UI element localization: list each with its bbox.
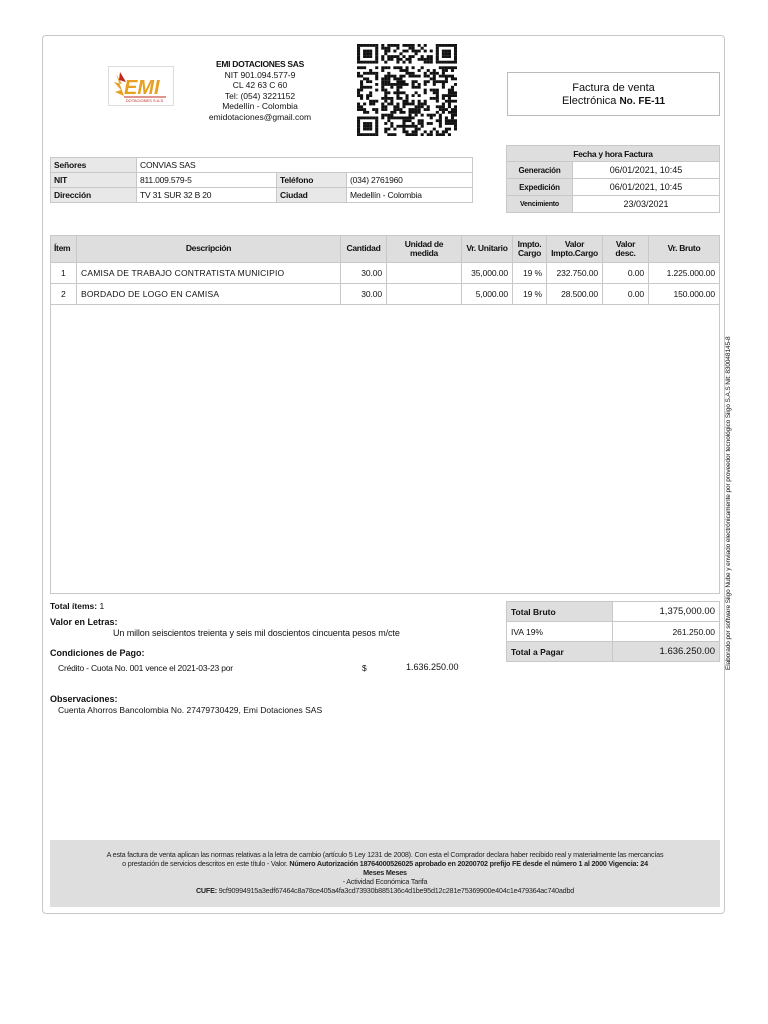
- dates-header: Fecha y hora Factura: [507, 146, 720, 162]
- vencimiento-value: 23/03/2021: [573, 196, 720, 213]
- total-bruto-label: Total Bruto: [507, 602, 613, 622]
- telefono-label: Teléfono: [277, 173, 347, 188]
- telefono-value: (034) 2761960: [347, 173, 473, 188]
- legal-footer: [50, 840, 720, 907]
- nit-value: 811.009.579-5: [137, 173, 277, 188]
- cufe: CUFE: 9cf90994915a3edf67464c8a78ce405a4fa3cd73930b885136c4d1be95d12c281e75369900e404c1e479364ac740adbd: [195, 886, 575, 895]
- row-impto: 19 %: [513, 263, 547, 284]
- col-descripcion: Descripción: [77, 236, 341, 263]
- condiciones-label: Condiciones de Pago:: [50, 648, 145, 658]
- row-item: 1: [51, 263, 77, 284]
- row-cantidad: 30.00: [341, 284, 387, 305]
- total-pagar-value: 1.636.250.00: [613, 642, 720, 662]
- col-vr-unitario: Vr. Unitario: [462, 236, 513, 263]
- company-city: Medellín - Colombia: [222, 101, 298, 111]
- col-valor-desc: Valor desc.: [603, 236, 649, 263]
- row-valor-desc: 0.00: [603, 263, 649, 284]
- row-descripcion: CAMISA DE TRABAJO CONTRATISTA MUNICIPIO: [77, 263, 341, 284]
- expedicion-value: 06/01/2021, 10:45: [573, 179, 720, 196]
- row-unidad: [387, 263, 462, 284]
- observaciones-value: Cuenta Ahorros Bancolombia No. 27479730429, Emi Dotaciones SAS: [58, 705, 323, 715]
- row-vr-bruto: 150.000.00: [649, 284, 720, 305]
- row-vr-bruto: 1.225.000.00: [649, 263, 720, 284]
- total-items: Total ítems: 1: [50, 601, 105, 611]
- table-row: [51, 284, 720, 305]
- col-impto: Impto. Cargo: [513, 236, 547, 263]
- total-bruto-value: 1,375,000.00: [613, 602, 720, 622]
- invoice-title-box: [507, 72, 720, 116]
- condiciones-value: Crédito - Cuota No. 001 vence el 2021-03-23 por: [58, 663, 233, 673]
- invoice-subtitle: Electrónica No. FE-11: [561, 95, 666, 107]
- direccion-value: TV 31 SUR 32 B 20: [137, 188, 277, 203]
- direccion-label: Dirección: [51, 188, 137, 203]
- nit-label: NIT: [51, 173, 137, 188]
- legal-line-2: o prestación de servicios descritos en este título - Valor. Número Autorización 18764000526025 aprobado en 20200702 prefijo FE desde el número 1 al 2000 Vigencia: 24: [122, 859, 648, 868]
- items-table: [50, 235, 720, 305]
- company-info: [190, 59, 330, 122]
- row-unidad: [387, 284, 462, 305]
- legal-line-3: Meses Meses: [363, 868, 407, 877]
- ciudad-label: Ciudad: [277, 188, 347, 203]
- invoice-title: Factura de venta: [572, 82, 655, 94]
- row-descripcion: BORDADO DE LOGO EN CAMISA: [77, 284, 341, 305]
- row-impto: 19 %: [513, 284, 547, 305]
- dates-table: [506, 145, 720, 213]
- col-unidad: Unidad de medida: [387, 236, 462, 263]
- vencimiento-label: Vencimiento: [507, 196, 573, 213]
- ciudad-value: Medellín - Colombia: [347, 188, 473, 203]
- company-nit: NIT 901.094.577-9: [224, 69, 296, 80]
- row-cantidad: 30.00: [341, 263, 387, 284]
- row-valor-impto: 232.750.00: [547, 263, 603, 284]
- row-item: 2: [51, 284, 77, 305]
- svg-text:EMI: EMI: [124, 77, 160, 99]
- senores-label: Señores: [51, 158, 137, 173]
- company-name: EMI DOTACIONES SAS: [216, 59, 304, 69]
- letras-value: Un millon seiscientos treienta y seis mil doscientos cincuenta pesos m/cte: [113, 628, 400, 638]
- qr-code: [357, 44, 457, 136]
- software-vendor-note: Elaborado por software Siigo Nube y enviado electrónicamente por proveedor tecnológico Siigo S.A.S Nit: 830048145-8: [725, 336, 732, 670]
- company-email: emidotaciones@gmail.com: [208, 111, 312, 122]
- table-row: [51, 263, 720, 284]
- company-phone: Tel: (054) 3221152: [224, 90, 296, 101]
- condiciones-amount: 1.636.250.00: [406, 662, 459, 672]
- letras-label: Valor en Letras:: [50, 617, 118, 627]
- row-vr-unitario: 5,000.00: [462, 284, 513, 305]
- iva-value: 261.250.00: [613, 622, 720, 642]
- client-table: [50, 157, 473, 203]
- company-logo: [108, 66, 174, 106]
- legal-line-1: A esta factura de venta aplican las normas relativas a la letra de cambio (artículo 5 Ley 1231 de 2008). Con esta el Comprador declara haber recibido real y materialmente las mercancías: [106, 850, 664, 859]
- col-vr-bruto: Vr. Bruto: [649, 236, 720, 263]
- col-valor-impto: Valor Impto.Cargo: [547, 236, 603, 263]
- total-pagar-label: Total a Pagar: [507, 642, 613, 662]
- row-valor-desc: 0.00: [603, 284, 649, 305]
- row-vr-unitario: 35,000.00: [462, 263, 513, 284]
- col-item: Ítem: [51, 236, 77, 263]
- svg-text:DOTACIONES S.A.S.: DOTACIONES S.A.S.: [125, 98, 165, 103]
- generacion-value: 06/01/2021, 10:45: [573, 162, 720, 179]
- condiciones-currency: $: [362, 663, 367, 673]
- generacion-label: Generación: [507, 162, 573, 179]
- col-cantidad: Cantidad: [341, 236, 387, 263]
- invoice-number: No. FE-11: [619, 96, 666, 107]
- observaciones-label: Observaciones:: [50, 694, 118, 704]
- iva-label: IVA 19%: [507, 622, 613, 642]
- company-address: CL 42 63 C 60: [232, 80, 288, 90]
- row-valor-impto: 28.500.00: [547, 284, 603, 305]
- totals-table: [506, 601, 720, 662]
- senores-value: CONVIAS SAS: [137, 158, 473, 173]
- legal-line-4: - Actividad Económica Tarifa: [342, 877, 428, 886]
- expedicion-label: Expedición: [507, 179, 573, 196]
